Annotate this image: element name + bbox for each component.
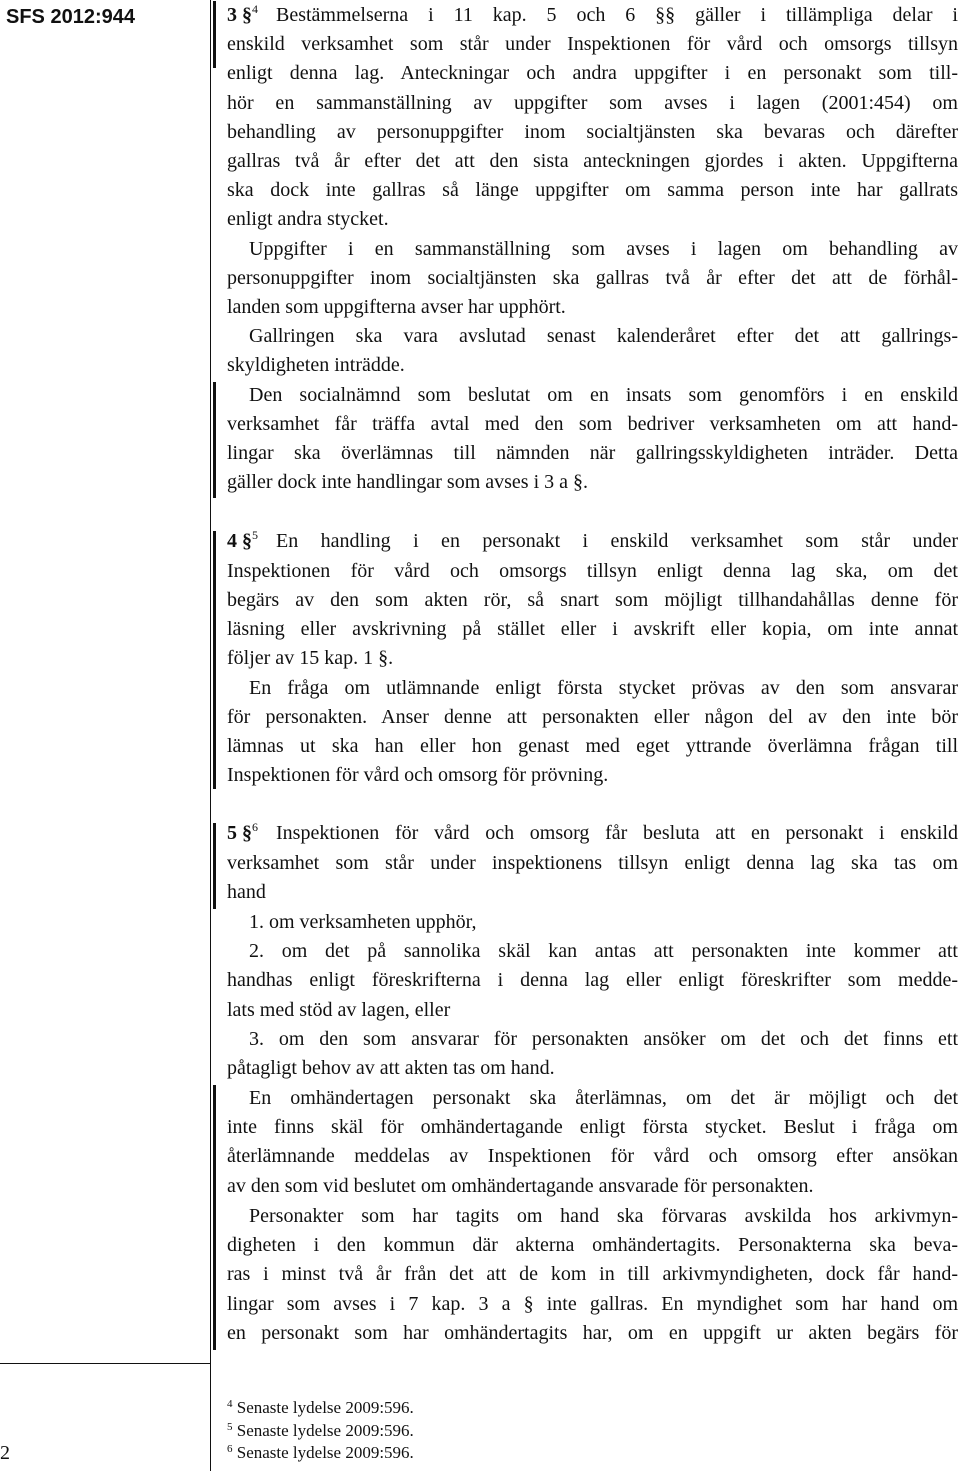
section-text-line: enligt denna lag. Anteckningar och andra uppgifter i en personakt som till- — [227, 62, 958, 84]
page-number: 2 — [0, 1442, 10, 1464]
section-text-line: lats med stöd av lagen, eller — [227, 999, 451, 1021]
margin-divider-horizontal — [0, 1363, 211, 1364]
section-text-line: begärs av den som akten rör, så snart som möjligt tillhandahållas denne för — [227, 589, 958, 611]
section-5-heading-line — [227, 818, 958, 848]
section-text-line: Personakter som har tagits om hand ska förvaras avskilda hos arkivmyn- — [249, 1205, 958, 1227]
section-text-line: påtagligt behov av att akten tas om hand. — [227, 1057, 555, 1079]
section-text-line: läsning eller avskrivning på stället eller i avskrift eller kopia, om inte annat — [227, 618, 958, 640]
section-text-line: enskild verksamhet som står under Inspektionen för vård och omsorgs tillsyn — [227, 33, 958, 55]
section-text-line: verksamhet får träffa avtal med den som bedriver verksamheten om att hand- — [227, 413, 958, 435]
section-text-line: Inspektionen för vård och omsorgs tillsyn enligt denna lag ska, om det — [227, 560, 958, 582]
section-4-heading-line — [227, 526, 958, 556]
section-text-line: ska dock inte gallras så länge uppgifter om samma person inte har gallrats — [227, 179, 958, 201]
change-bar — [213, 1, 216, 68]
section-text-line: Den socialnämnd som beslutat om en insats som genomförs i en enskild — [249, 384, 958, 406]
section-text-line: för personakten. Anser denne att personakten eller någon del av den inte bör — [227, 706, 958, 728]
section-text-line: hand — [227, 881, 266, 903]
section-text-line: återlämnande meddelas av Inspektionen för vård och omsorg efter ansökan — [227, 1145, 958, 1167]
section-text-line: Inspektionen för vård och omsorg för prövning. — [227, 764, 609, 786]
section-3-heading-line — [227, 0, 958, 30]
margin-divider-vertical — [210, 0, 211, 1471]
section-text-line: ras i minst två år från det att de kom in till arkivmyndigheten, dock får hand- — [227, 1263, 958, 1285]
section-text-line: Gallringen ska vara avslutad senast kalenderåret efter det att gallrings- — [249, 325, 958, 347]
section-text-line: verksamhet som står under inspektionens tillsyn enligt denna lag ska tas om — [227, 852, 958, 874]
change-bar — [213, 382, 216, 498]
change-bar — [213, 531, 216, 789]
footnote: $^6$ Senaste lydelse 2009:596. — [227, 1443, 414, 1462]
section-text-line: Bestämmelserna i 11 kap. 5 och 6 §§ gäller i tillämpliga delar i — [276, 4, 958, 26]
section-text-line: Inspektionen för vård och omsorg får besluta att en personakt i enskild — [276, 822, 958, 844]
section-number: 4 §$^5$ — [227, 528, 258, 552]
sfs-number: SFS 2012:944 — [6, 6, 135, 28]
section-text-line: En fråga om utlämnande enligt första stycket prövas av den som ansvarar — [249, 677, 958, 699]
section-text-line: hör en sammanställning av uppgifter som avses i lagen (2001:454) om — [227, 92, 958, 114]
section-text-line: Uppgifter i en sammanställning som avses i lagen om behandling av — [249, 238, 958, 260]
section-number: 5 §$^6$ — [227, 820, 258, 844]
section-text-line: En omhändertagen personakt ska återlämnas, om det är möjligt och det — [249, 1087, 958, 1109]
section-text-line: handhas enligt föreskrifterna i denna lag eller enligt föreskrifter som medde- — [227, 969, 958, 991]
section-text-line: digheten i den kommun där akterna omhändertagits. Personakterna ska beva- — [227, 1234, 958, 1256]
section-text-line: landen som uppgifterna avser har upphört. — [227, 296, 566, 318]
section-number: 3 §$^4$ — [227, 2, 258, 26]
change-bar — [213, 1085, 216, 1350]
section-text-line: 2. om det på sannolika skäl kan antas att personakten inte kommer att — [249, 940, 958, 962]
section-text-line: personuppgifter inom socialtjänsten ska gallras två år efter det att de förhål- — [227, 267, 958, 289]
section-text-line: inte finns skäl för omhändertagande enligt första stycket. Beslut i fråga om — [227, 1116, 958, 1138]
section-text-line: följer av 15 kap. 1 §. — [227, 647, 394, 669]
footnote: $^5$ Senaste lydelse 2009:596. — [227, 1421, 414, 1440]
section-text-line: lingar ska överlämnas till nämnden när gallringsskyldigheten inträder. Detta — [227, 442, 958, 464]
section-text-line: gäller dock inte handlingar som avses i 3 a §. — [227, 471, 589, 493]
section-text-line: av den som vid beslutet om omhändertagande ansvarade för personakten. — [227, 1175, 814, 1197]
section-text-line: skyldigheten inträdde. — [227, 354, 405, 376]
section-text-line: 1. om verksamheten upphör, — [249, 911, 477, 933]
change-bar — [213, 823, 216, 909]
section-text-line: 3. om den som ansvarar för personakten ansöker om det och det finns ett — [249, 1028, 958, 1050]
section-text-line: en personakt som har omhändertagits har, om en uppgift ur akten begärs för — [227, 1322, 958, 1344]
section-text-line: En handling i en personakt i enskild verksamhet som står under — [276, 530, 958, 552]
section-text-line: behandling av personuppgifter inom socialtjänsten ska bevaras och därefter — [227, 121, 958, 143]
section-text-line: lämnas ut ska han eller hon genast med eget yttrande överlämna frågan till — [227, 735, 958, 757]
section-text-line: enligt andra stycket. — [227, 208, 389, 230]
footnote: $^4$ Senaste lydelse 2009:596. — [227, 1398, 414, 1417]
section-text-line: lingar som avses i 7 kap. 3 a § inte gallras. En myndighet som har hand om — [227, 1293, 958, 1315]
section-text-line: gallras två år efter det att den sista anteckningen gjordes i akten. Uppgifterna — [227, 150, 958, 172]
